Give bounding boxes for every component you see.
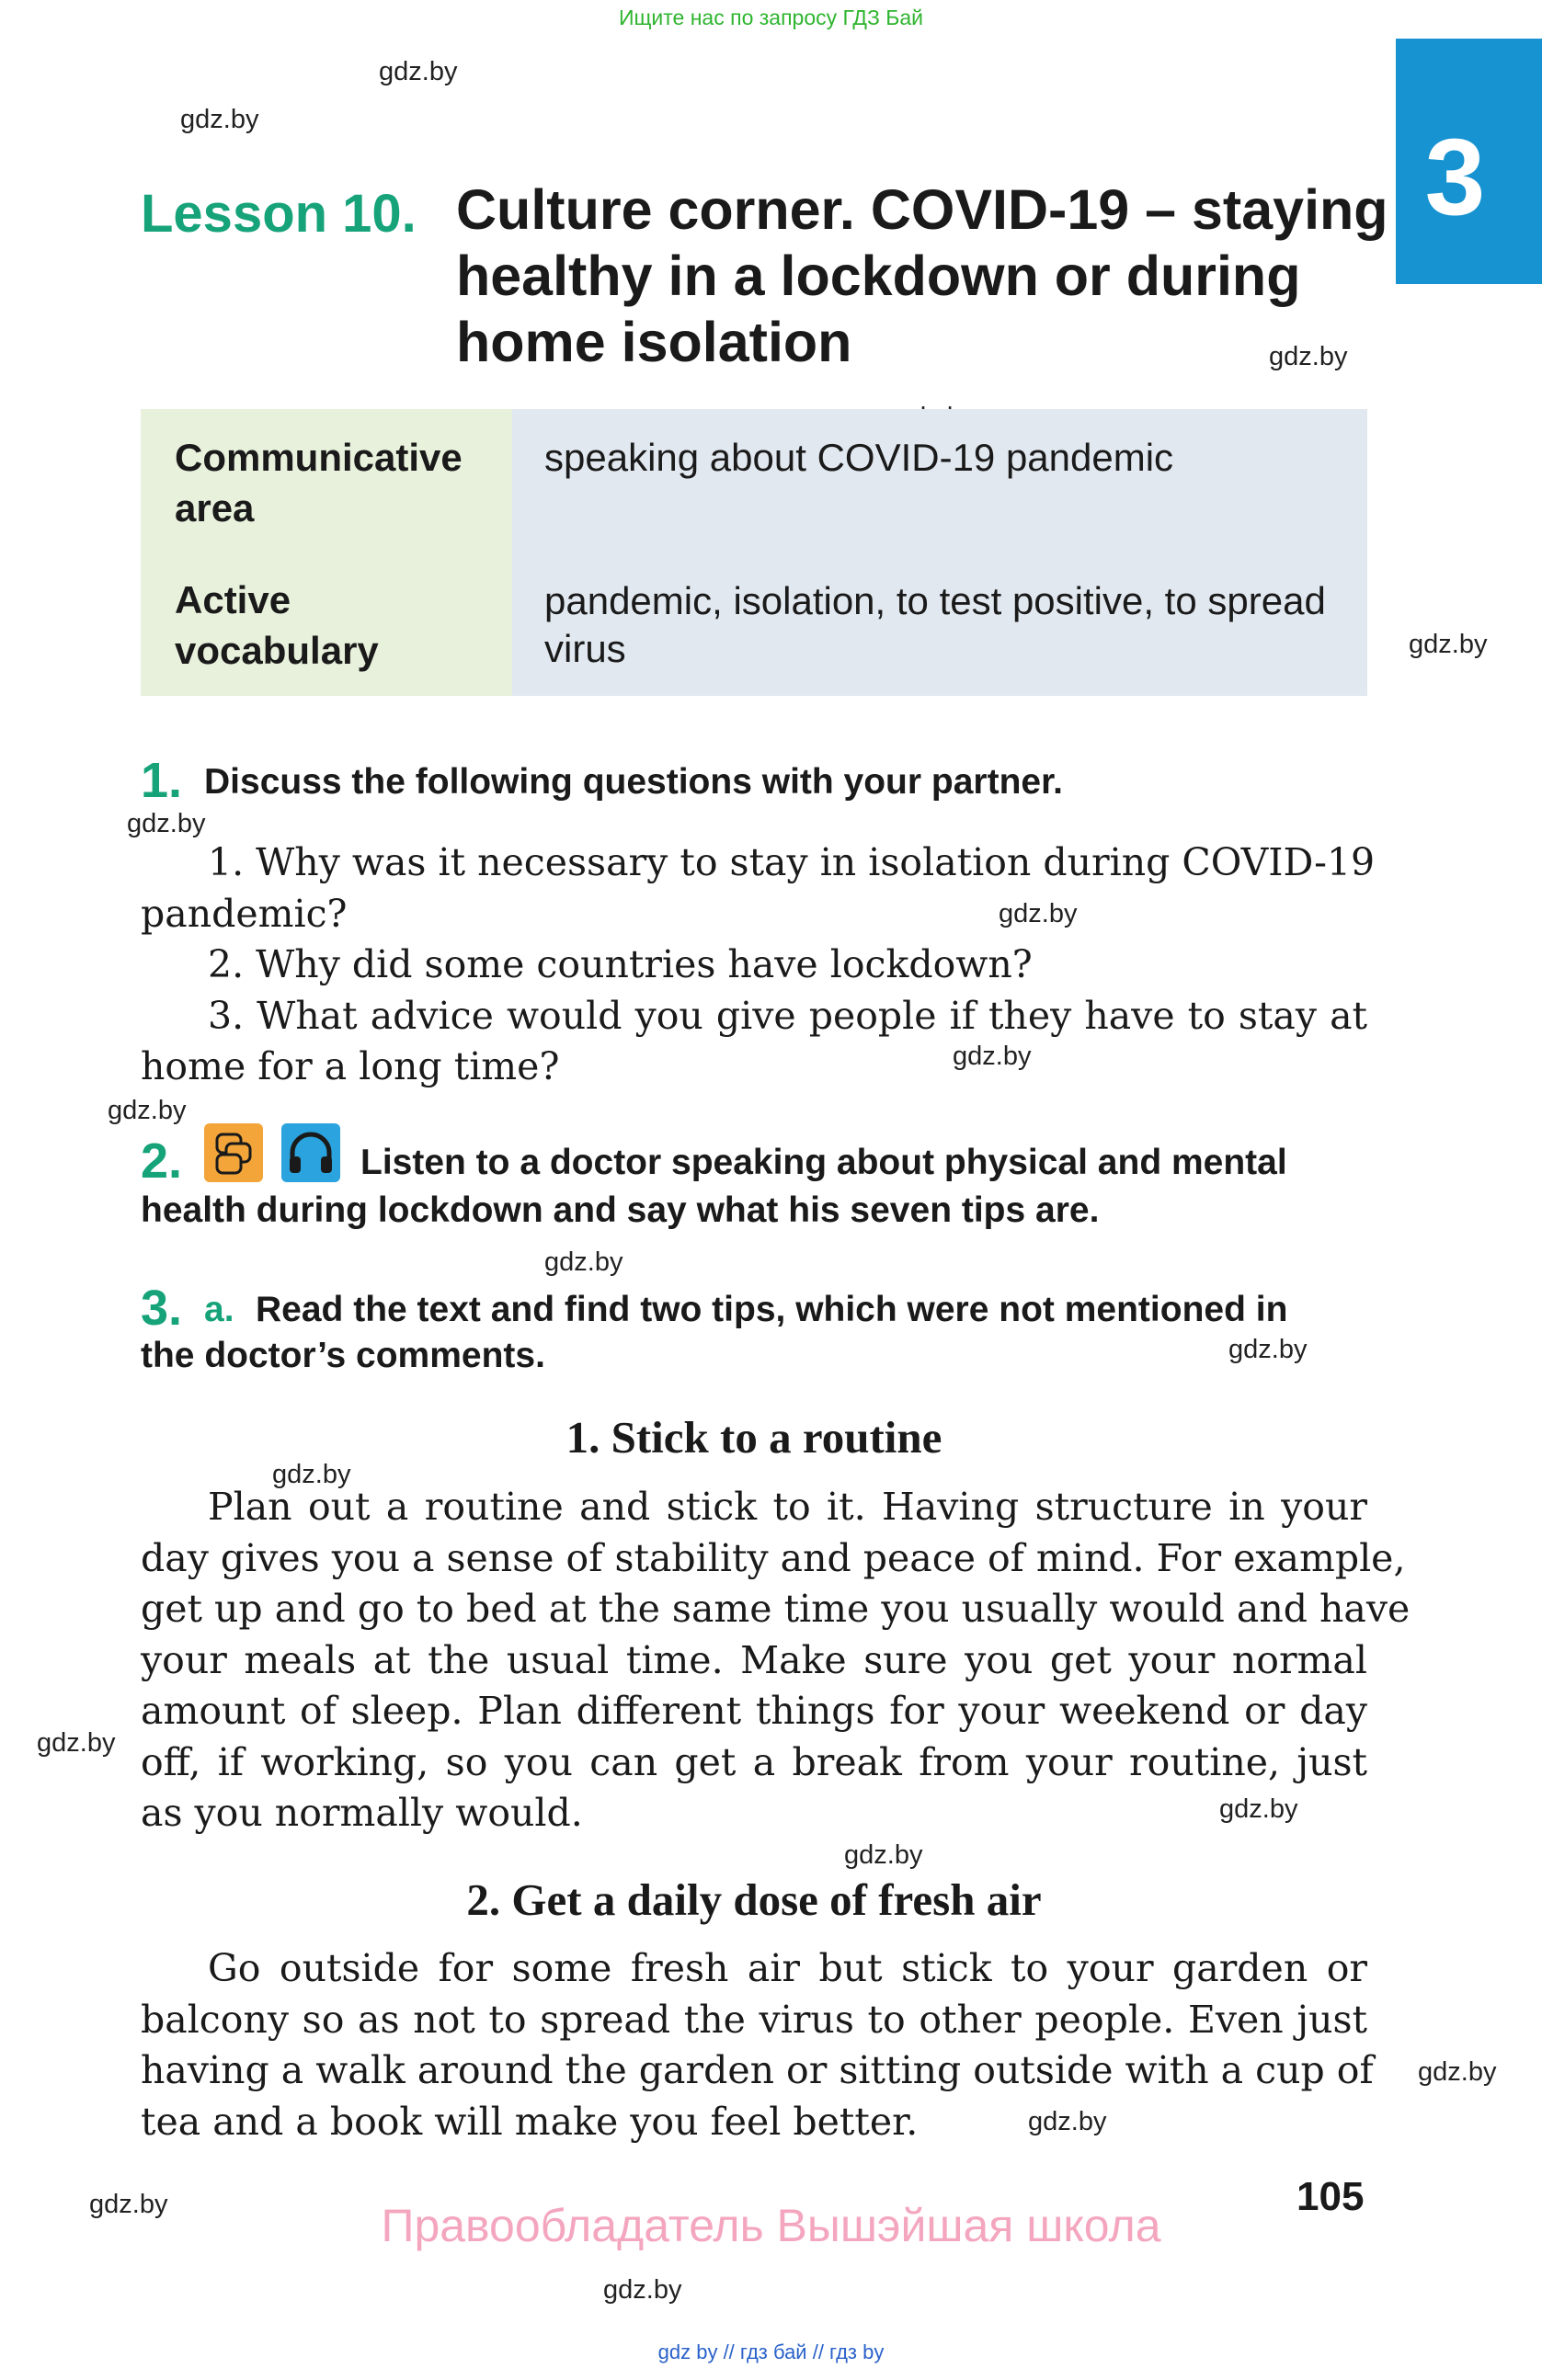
question-line: 3. What advice would you give people if they have to stay at (208, 993, 1367, 1038)
lesson-title-line: healthy in a lockdown or during (456, 245, 1301, 307)
watermark: gdz.by (999, 899, 1078, 928)
unit-tab (1396, 39, 1542, 284)
footer-links[interactable]: gdz by // гдз бай // гдз by (657, 2340, 885, 2363)
active-vocabulary-label (175, 575, 379, 676)
exercise-3-number: 3. (141, 1281, 183, 1336)
lesson-title-line: home isolation (456, 311, 852, 373)
unit-number: 3 (1424, 117, 1486, 238)
label-line: Active (175, 578, 291, 621)
question-line: pandemic? (141, 891, 348, 936)
label-line: Communicative (175, 436, 463, 479)
exercise-2-line-2: health during lockdown and say what his seven tips are. (141, 1190, 1100, 1230)
question-line: 2. Why did some countries have lockdown? (208, 942, 1033, 986)
question-line: home for a long time? (141, 1044, 560, 1088)
label-line: vocabulary (175, 629, 379, 672)
paragraph-line: day gives you a sense of stability and peace of mind. For example, (141, 1535, 1406, 1580)
text-paragraph-2 (141, 1943, 1374, 2147)
watermark: gdz.by (603, 2275, 682, 2305)
watermark: gdz.by (89, 2190, 168, 2219)
group-work-icon-graphic (204, 1123, 263, 1182)
watermark: gdz.by (127, 809, 206, 838)
watermark: gdz.by (953, 1042, 1032, 1071)
watermark: gdz.by (1219, 1794, 1298, 1824)
watermark: gdz.by (844, 1840, 923, 1870)
watermark: gdz.by (1028, 2107, 1107, 2136)
watermark: gdz.by (1418, 2057, 1497, 2087)
text-paragraph-1 (141, 1482, 1411, 1839)
lesson-title (456, 177, 1388, 375)
watermark: gdz.by (37, 1728, 116, 1758)
communicative-area-label (175, 432, 463, 533)
value-line: virus (544, 627, 626, 670)
paragraph-line: as you normally would. (141, 1791, 583, 1835)
paragraph-line: amount of sleep. Plan different things for your weekend or day (141, 1689, 1367, 1733)
active-vocabulary-value (544, 577, 1354, 673)
label-line: area (175, 486, 255, 530)
paragraph-line: get up and go to bed at the same time you usually would and have (141, 1587, 1411, 1631)
lesson-number: Lesson 10. (141, 184, 417, 244)
text-heading-2: 2. Get a daily dose of fresh air (466, 1874, 1042, 1925)
exercise-2-line-1: Listen to a doctor speaking about physical and mental (360, 1143, 1287, 1182)
paragraph-line: having a walk around the garden or sitting outside with a cup of (141, 2048, 1374, 2092)
copyright-notice: Правообладатель Вышэйшая школа (381, 2200, 1161, 2251)
paragraph-line: tea and a book will make you feel better. (141, 2099, 919, 2144)
watermark: gdz.by (180, 105, 259, 134)
watermark: gdz.by (272, 1460, 351, 1489)
watermark: gdz.by (1228, 1335, 1308, 1364)
watermark: gdz.by (379, 57, 458, 86)
lesson-title-line: Culture corner. COVID-19 – staying (456, 178, 1388, 241)
exercise-3-line-2: the doctor’s comments. (141, 1336, 545, 1375)
watermark: gdz.by (544, 1247, 623, 1277)
watermark: gdz.by (108, 1096, 187, 1125)
exercise-3-sub-letter: a. (204, 1290, 234, 1329)
paragraph-line: Go outside for some fresh air but stick to your garden or (208, 1946, 1367, 1990)
text-heading-1: 1. Stick to a routine (565, 1412, 942, 1463)
paragraph-line: Plan out a routine and stick to it. Having structure in your (208, 1485, 1367, 1529)
exercise-3-line-1: Read the text and find two tips, which were not mentioned in (256, 1290, 1288, 1329)
headphones-icon-graphic (281, 1123, 340, 1182)
communicative-area-value: speaking about COVID-19 pandemic (544, 436, 1174, 479)
paragraph-line: balcony so as not to spread the virus to other people. Even just (141, 1997, 1367, 2042)
value-line: pandemic, isolation, to test positive, to spread (544, 579, 1326, 622)
headphones-icon (281, 1123, 340, 1182)
page-number: 105 (1296, 2174, 1365, 2219)
exercise-1-instruction: Discuss the following questions with your partner. (204, 762, 1063, 802)
exercise-1-number: 1. (141, 753, 183, 808)
exercise-1-questions (141, 837, 1376, 1093)
group-work-icon (204, 1123, 263, 1182)
watermark: gdz.by (1409, 630, 1488, 659)
top-search-banner[interactable]: Ищите нас по запросу ГДЗ Бай (618, 6, 924, 29)
exercise-2-number: 2. (141, 1133, 183, 1189)
paragraph-line: your meals at the usual time. Make sure you get your normal (141, 1637, 1367, 1682)
paragraph-line: off, if working, so you can get a break from your routine, just (141, 1739, 1367, 1784)
question-line: 1. Why was it necessary to stay in isolation during COVID-19 (208, 840, 1376, 884)
watermark: gdz.by (1269, 342, 1348, 371)
